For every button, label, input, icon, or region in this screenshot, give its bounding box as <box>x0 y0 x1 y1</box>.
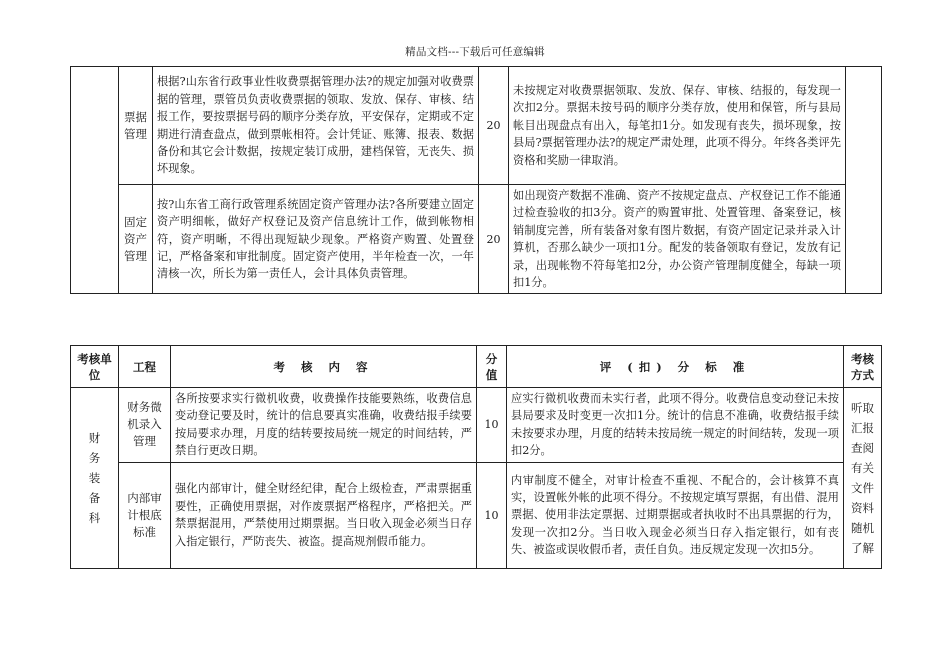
unit-name-cell <box>71 388 119 569</box>
content-cell: 按?山东省工商行政管理系统固定资产管理办法?各所要建立固定资产明细帐，做好产权登记及资产信息统计工作，做到帐物相符，资产明晰，不得出现短缺少现象。严格资产购置、处置登记，严格备案和审批制度。固定资产使用，半年检查一次，一年清核一次，所长为第一责任人，会计具体负责管理。 <box>153 185 479 294</box>
score-cell: 10 <box>477 462 507 568</box>
header-score: 分值 <box>477 346 507 388</box>
table-row <box>71 462 882 568</box>
table-header-row <box>71 346 882 388</box>
score-cell: 10 <box>477 388 507 463</box>
method-cell <box>844 388 882 569</box>
project-cell: 内部审计根底标准 <box>119 462 171 568</box>
table-row <box>71 67 882 185</box>
score-cell: 20 <box>479 185 509 294</box>
project-cell: 固定资产管理 <box>119 185 153 294</box>
header-unit: 考核单位 <box>71 346 119 388</box>
header-standard: 评 (扣) 分 标 准 <box>507 346 844 388</box>
content-cell: 强化内部审计，健全财经纪律，配合上级检查，严肃票据重要性，正确使用票据，对作废票据严格程序，严格把关。严禁票据混用，严禁使用过期票据。当日收入现金必须当日存入指定银行，严防丧失、被盗。提高规剂假币能力。 <box>171 462 477 568</box>
standard-cell: 内审制度不健全，对审计检查不重视、不配合的，会计核算不真实，设置帐外帐的此项不得分。不按规定填写票据，有出借、混用票据、使用非法定票据、过期票据或者执收时不出具票据的行为，发现一次扣2分。当日收入现金必须当日存入指定银行，如有丧失、被盗或误收假币者，责任自负。违反规定发现一次扣5分。 <box>507 462 844 568</box>
unit-name: 财务装备科 <box>88 430 101 525</box>
header-project: 工程 <box>119 346 171 388</box>
project-cell: 财务微机录入管理 <box>119 388 171 463</box>
table-row <box>71 185 882 294</box>
header-content: 考 核 内 容 <box>171 346 477 388</box>
header-method: 考核方式 <box>844 346 882 388</box>
assessment-table-bottom <box>70 345 882 569</box>
score-cell: 20 <box>479 67 509 185</box>
method-cell <box>846 67 882 294</box>
content-cell: 各所按要求实行微机收费，收费操作技能要熟练，收费信息变动登记要及时，统计的信息要真实准确，收费结报手续要按局要求办理，月度的结转要按局统一规定的时间结转，严禁自行更改日期。 <box>171 388 477 463</box>
assessment-table-top <box>70 66 882 294</box>
project-cell: 票据管理 <box>119 67 153 185</box>
standard-cell: 应实行微机收费而未实行者，此项不得分。收费信息变动登记未按县局要求及时变更一次扣1分。统计的信息不准确，收费结报手续未按要求办理，月度的结转未按局统一规定的时间结转，发现一项扣2分。 <box>507 388 844 463</box>
method-text: 听取汇报查阅有关文件资料随机了解 <box>851 400 874 555</box>
content-cell: 根据?山东省行政事业性收费票据管理办法?的规定加强对收费票据的管理，票管员负责收费票据的领取、发放、保存、审核、结报工作，要按票据号码的顺序分类存放，平安保存，定期或不定期进行清查盘点，做到票帐相符。会计凭证、账簿、报表、数据备份和其它会计数据，按规定装订成册，建档保管，无丧失、损坏现象。 <box>153 67 479 185</box>
standard-cell: 未按规定对收费票据领取、发放、保存、审核、结报的，每发现一次扣2分。票据未按号码的顺序分类存放，使用和保管，所与县局帐目出现盘点有出入，每笔扣1分。如发现有丧失，损坏现象，按县局?票据管理办法?的规定严肃处理，此项不得分。年终各类评先资格和奖励一律取消。 <box>509 67 846 185</box>
table-row <box>71 388 882 463</box>
standard-cell: 如出现资产数据不准确、资产不按规定盘点、产权登记工作不能通过检查验收的扣3分。资产的购置审批、处置管理、备案登记，核销制度完善，所有装备对象有图片数据，有资产固定记录并录入计算机，否那么缺少一项扣1分。配发的装备领取有登记，发放有记录，出现帐物不符每笔扣2分，办公资产管理制度健全，每缺一项扣1分。 <box>509 185 846 294</box>
header-note: 精品文档---下载后可任意编辑 <box>405 46 545 58</box>
unit-cell <box>71 67 119 294</box>
